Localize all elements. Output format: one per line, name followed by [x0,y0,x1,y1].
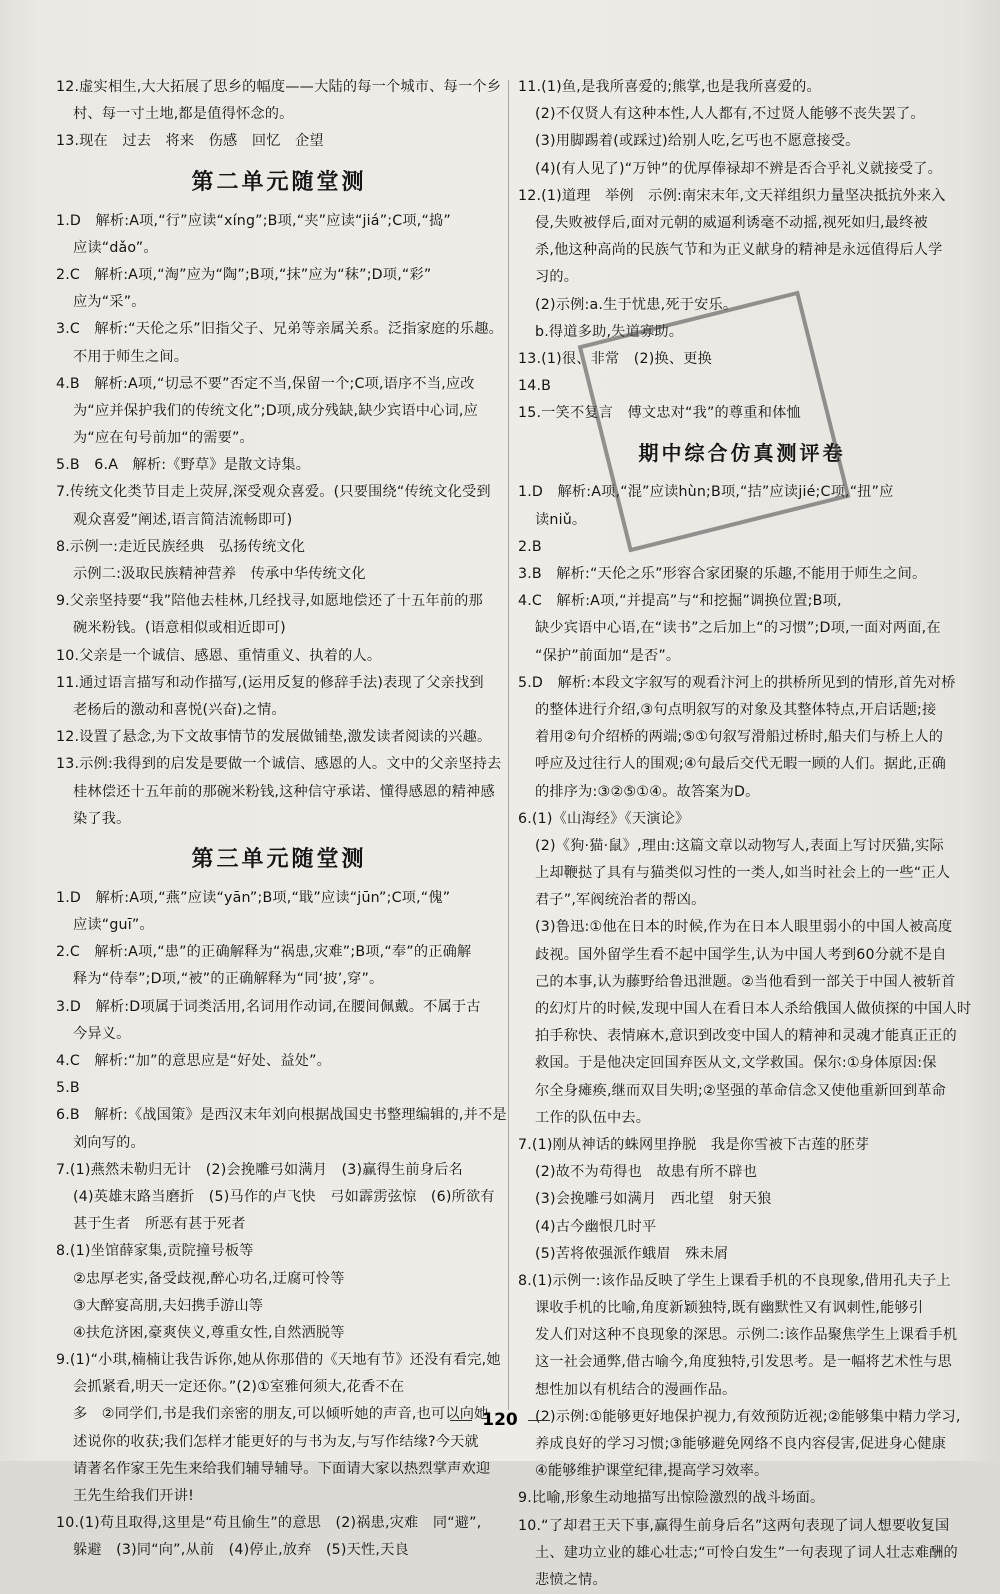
answer-line: (4)古今幽恨几时平 [535,1218,657,1235]
right-column [518,74,972,1594]
answer-line: “保护”前面加“是否”。 [535,647,681,664]
answer-line: (5)苦将侬强派作蛾眉 殊未屑 [535,1245,729,1262]
answer-line: 9.父亲坚持要“我”陪他去桂林,几经找寻,如愿地偿还了十五年前的那 [56,593,483,610]
answer-line: (3)用脚踢着(或踩过)给别人吃,乞丐也不愿意接受。 [535,133,860,150]
answer-line: 甚于生者 所恶有甚于死者 [73,1216,246,1233]
answer-line: 这一社会通弊,借古喻今,角度独特,引发思考。是一幅将艺术性与思 [535,1354,952,1371]
answer-line: 己的本事,认为藤野给鲁迅泄题。②当他看到一部关于中国人被斩首 [535,973,956,990]
answer-line: 9.(1)“小琪,楠楠让我告诉你,她从你那借的《天地有节》还没有看完,她 [56,1352,501,1369]
answer-line: 君子”,军阀统治者的帮凶。 [535,892,706,909]
left-column [56,74,507,1565]
answer-line: (3)鲁迅:①他在日本的时候,作为在日本人眼里弱小的中国人被高度 [535,919,953,936]
answer-line: 9.比喻,形象生动地描写出惊险激烈的战斗场面。 [518,1490,825,1507]
section-heading: 第二单元随堂测 [191,168,367,195]
answer-line: ④能够维护课堂纪律,提高学习效率。 [535,1463,769,1480]
answer-line: 7.(1)刚从神话的蛛网里挣脱 我是你雪被下古莲的胚芽 [518,1136,870,1153]
answer-line: 应读“dǎo”。 [73,239,158,256]
answer-line: 6.B 解析:《战国策》是西汉末年刘向根据战国史书整理编辑的,并不是 [56,1107,507,1124]
answer-line: 拍手称快、表情麻木,意识到改变中国人的精神和灵魂才能真正正的 [535,1028,957,1045]
answer-line: ④扶危济困,豪爽侠义,尊重女性,自然洒脱等 [73,1324,345,1341]
answer-line: (4)英雄末路当磨折 (5)马作的卢飞快 弓如霹雳弦惊 (6)所欲有 [73,1188,495,1205]
answer-line: 3.D 解析:D项属于词类活用,名词用作动词,在腰间佩戴。不属于古 [56,998,481,1015]
answer-line: 8.示例一:走近民族经典 弘扬传统文化 [56,538,306,555]
answer-line: 11.通过语言描写和动作描写,(运用反复的修辞手法)表现了父亲找到 [56,674,484,691]
watermark-logo [808,1398,988,1460]
answer-line: 悲愤之情。 [535,1571,607,1588]
answer-line: 13.示例:我得到的启发是要做一个诚信、感恩的人。文中的父亲坚持去 [56,756,502,773]
answer-line: 为“应并保护我们的传统文化”;D项,成分残缺,缺少宾语中心词,应 [73,402,479,419]
answer-line: 3.B 解析:“天伦之乐”形容合家团聚的乐趣,不能用于师生之间。 [518,566,927,582]
answer-line: 2.C 解析:A项,“淘”应为“陶”;B项,“抹”应为“秣”;D项,“彩” [56,266,432,283]
answer-line: 5.B 6.A 解析:《野草》是散文诗集。 [56,457,311,474]
answer-line: 发人们对这种不良现象的深思。示例二:该作品聚焦学生上课看手机 [535,1327,958,1344]
answer-line: 述说你的收获;我们怎样才能更好的与书为友,与写作结缘?今天就 [73,1433,479,1450]
answer-line: 刘向写的。 [73,1134,145,1151]
answer-line: 应读“guī”。 [73,917,154,934]
answer-line: 10.“了却君王天下事,赢得生前身后名”这两句表现了词人想要收复国 [518,1517,950,1534]
answer-line: 为“应在句号前加“的需要”。 [73,430,254,447]
answer-line: ②忠厚老实,备受歧视,醉心功名,迂腐可怜等 [73,1270,345,1287]
answer-line: 染了我。 [73,810,131,827]
answer-line: 杀,他这种高尚的民族气节和为正义献身的精神是永远值得后人学 [535,242,943,259]
answer-line: 救国。于是他决定回国弃医从文,文学救国。保尔:①身体原因:保 [535,1055,937,1072]
answer-line: 7.(1)燕然未勒归无计 (2)会挽雕弓如满月 (3)赢得生前身后名 [56,1161,463,1178]
answer-line: 应为“采”。 [73,294,146,311]
page-number-value: 120 [482,1410,518,1430]
answer-line: 会抓紧看,明天一定还你。”(2)①室雅何须大,花香不在 [73,1379,405,1396]
answer-line: b.得道多助,失道寡助。 [535,323,684,340]
answer-line: 习的。 [535,269,579,286]
answer-line: 侵,失败被俘后,面对元朝的威逼利诱毫不动摇,视死如归,最终被 [535,214,928,231]
answer-line: 8.(1)示例一:该作品反映了学生上课看手机的不良现象,借用孔夫子上 [518,1272,951,1289]
answer-line: 着用②句介绍桥的两端;⑤①句叙写滑船过桥时,船夫们与桥上人的 [535,729,944,746]
answer-line: 3.C 解析:“天伦之乐”旧指父子、兄弟等亲属关系。泛指家庭的乐趣。 [56,321,503,338]
answer-line: 2.C 解析:A项,“患”的正确解释为“祸患,灾难”;B项,“奉”的正确解 [56,944,472,961]
answer-line: 4.C 解析:A项,“并提高”与“和挖掘”调换位置;B项, [518,593,842,610]
section-heading: 第三单元随堂测 [191,845,367,872]
answer-line: 养成良好的学习习惯;③能够避免网络不良内容侵害,促进身心健康 [535,1436,947,1452]
column-divider [508,80,509,1410]
answer-line: 多 ②同学们,书是我们亲密的朋友,可以倾听她的声音,也可以向她 [73,1406,489,1423]
answer-line: 15.一笑不复言 傅文忠对“我”的尊重和体恤 [518,405,801,422]
answer-line: 尔全身瘫痪,继而双目失明;②坚强的革命信念又使他重新回到革命 [535,1082,947,1099]
answer-line: (2)《狗·猫·鼠》,理由:这篇文章以动物写人,表面上写讨厌猫,实际 [535,837,944,854]
answer-line: 12.虚实相生,大大拓展了思乡的幅度——大陆的每一个城市、每一个乡 [56,79,502,95]
answer-line: 2.B [518,538,542,555]
section-heading: 期中综合仿真测评卷 [638,441,846,466]
answer-line: 13.(1)很、非常 (2)换、更换 [518,350,713,367]
answer-line: 的幻灯片的时候,发现中国人在看日本人杀给俄国人做侦探的中国人时 [535,1001,972,1017]
answer-line: 13.现在 过去 将来 伤感 回忆 企望 [56,133,324,150]
page-number-dash-right [528,1420,550,1421]
answer-line: 5.D 解析:本段文字叙写的观看汴河上的拱桥所见到的情形,首先对桥 [518,674,956,691]
answer-line: 请著名作家王先生来给我们辅导辅导。下面请大家以热烈掌声欢迎 [73,1460,491,1477]
answer-line: 示例二:汲取民族精神营养 传承中华传统文化 [73,566,366,582]
answer-line: 上却鞭挞了具有与猫类似习性的一类人,如当时社会上的一些“正人 [535,865,951,882]
answer-line: 1.D 解析:A项,“行”应读“xíng”;B项,“夹”应读“jiá”;C项,“捣” [56,212,451,229]
answer-line: 老杨后的激动和喜悦(兴奋)之情。 [73,701,286,718]
answer-line: 12.(1)道理 举例 示例:南宋末年,文天祥组织力量坚决抵抗外来入 [518,187,946,204]
answer-line: 课收手机的比喻,角度新颖独特,既有幽默性又有讽刺性,能够引 [535,1300,924,1317]
answer-line: 5.B [56,1080,80,1097]
answer-line: (4)(有人见了)“万钟”的优厚俸禄却不辨是否合乎礼义就接受了。 [535,160,942,177]
answer-line: 观众喜爱”阐述,语言简洁流畅即可) [73,511,293,528]
answer-line: 呼应及过往行人的围观;④句最后交代无暇一顾的人们。据此,正确 [535,756,947,773]
answer-line: (2)示例:a.生于忧患,死于安乐。 [535,296,738,313]
answer-line: (3)会挽雕弓如满月 西北望 射天狼 [535,1191,772,1208]
answer-line: 读niǔ。 [535,511,587,528]
answer-line: 躲避 (3)同“向”,从前 (4)停止,放弃 (5)天性,天良 [73,1542,409,1559]
answer-line: 不用于师生之间。 [73,348,189,365]
answer-line: 14.B [518,378,552,395]
answer-line: (2)示例:①能够更好地保护视力,有效预防近视;②能够集中精力学习, [535,1408,961,1425]
answer-line: 桂林偿还十五年前的那碗米粉钱,这种信守承诺、懂得感恩的精神感 [73,783,495,800]
answer-line: 王先生给我们开讲! [73,1488,194,1504]
answer-line: 10.(1)苟且取得,这里是“苟且偷生”的意思 (2)祸患,灾难 同“避”, [56,1515,482,1532]
answer-line: 1.D 解析:A项,“混”应读hùn;B项,“拮”应读jié;C项,“扭”应 [518,484,894,501]
answer-line: 释为“侍奉”;D项,“被”的正确解释为“同‘披’,穿”。 [73,971,384,988]
answer-line: 1.D 解析:A项,“燕”应读“yān”;B项,“戢”应读“jūn”;C项,“傀” [56,889,451,906]
answer-line: 8.(1)坐馆薛家集,贡院撞号板等 [56,1243,254,1260]
answer-line: 缺少宾语中心语,在“读书”之后加上“的习惯”;D项,一面对两面,在 [535,620,941,637]
answer-line: 碗米粉钱。(语意相似或相近即可) [73,620,286,637]
page-number-dash-left [450,1420,472,1421]
answer-line: 4.C 解析:“加”的意思应是“好处、益处”。 [56,1053,332,1069]
answer-line: (2)不仅贤人有这种本性,人人都有,不过贤人能够不丧失罢了。 [535,106,925,123]
answer-line: 12.设置了悬念,为下文故事情节的发展做铺垫,激发读者阅读的兴趣。 [56,729,492,746]
answer-line: 的排序为:③②⑤①④。故答案为D。 [535,783,760,800]
answer-line: 11.(1)鱼,是我所喜爱的;熊掌,也是我所喜爱的。 [518,79,821,95]
answer-line: 村、每一寸土地,都是值得怀念的。 [73,106,294,123]
answer-line: 今异义。 [73,1025,131,1042]
answer-line: 10.父亲是一个诚信、感恩、重情重义、执着的人。 [56,647,382,664]
answer-line: 歧视。国外留学生看不起中国学生,认为中国人考到60分就不是自 [535,946,947,963]
answer-line: 工作的队伍中去。 [535,1109,651,1126]
answer-line: 的整体进行介绍,③句点明叙写的对象及其整体特点,开启话题;接 [535,701,937,718]
answer-line: 4.B 解析:A项,“切忌不要”否定不当,保留一个;C项,语序不当,应改 [56,375,475,392]
answer-line: ③大醉宴高朋,夫妇携手游山等 [73,1297,264,1314]
answer-line: 土、建功立业的雄心壮志;“可怜白发生”一句表现了词人壮志难酬的 [535,1544,958,1561]
answer-line: 6.(1)《山海经》《天演论》 [518,810,690,827]
answer-line: 7.传统文化类节目走上荧屏,深受观众喜爱。(只要围绕“传统文化受到 [56,484,491,501]
answer-line: (2)故不为苟得也 故患有所不辟也 [535,1164,758,1181]
answer-line: 想性加以有机结合的漫画作品。 [535,1381,737,1398]
